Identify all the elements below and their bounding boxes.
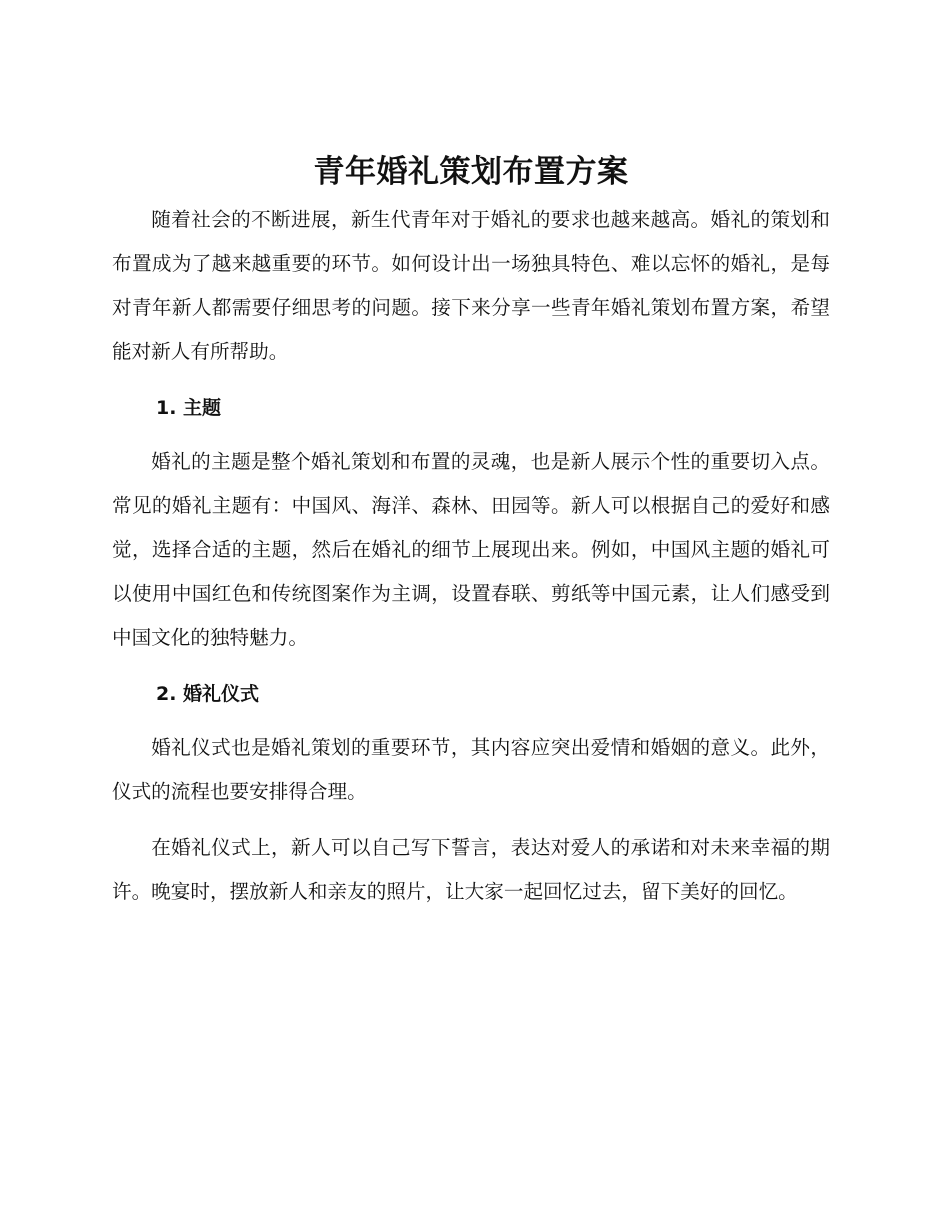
section-ceremony-paragraph-2: 在婚礼仪式上，新人可以自己写下誓言，表达对爱人的承诺和对未来幸福的期许。晚宴时，摆放新人和亲友的照片，让大家一起回忆过去，留下美好的回忆。: [112, 836, 830, 903]
section-heading-ceremony: 2. 婚礼仪式: [156, 683, 260, 705]
intro-paragraph: 随着社会的不断进展，新生代青年对于婚礼的要求也越来越高。婚礼的策划和布置成为了越来越重要的环节。如何设计出一场独具特色、难以忘怀的婚礼，是每对青年新人都需要仔细思考的问题。接下来分享一些青年婚礼策划布置方案，希望能对新人有所帮助。: [112, 208, 830, 363]
document-page: [112, 148, 830, 926]
document-title: 青年婚礼策划布置方案: [313, 154, 629, 190]
section-heading-theme: 1. 主题: [156, 397, 222, 419]
section-ceremony-paragraph-1: 婚礼仪式也是婚礼策划的重要环节，其内容应突出爱情和婚姻的意义。此外，仪式的流程也要安排得合理。: [112, 736, 830, 803]
section-theme-paragraph: 婚礼的主题是整个婚礼策划和布置的灵魂，也是新人展示个性的重要切入点。常见的婚礼主题有：中国风、海洋、森林、田园等。新人可以根据自己的爱好和感觉，选择合适的主题，然后在婚礼的细节上展现出来。例如，中国风主题的婚礼可以使用中国红色和传统图案作为主调，设置春联、剪纸等中国元素，让人们感受到中国文化的独特魅力。: [112, 450, 830, 649]
